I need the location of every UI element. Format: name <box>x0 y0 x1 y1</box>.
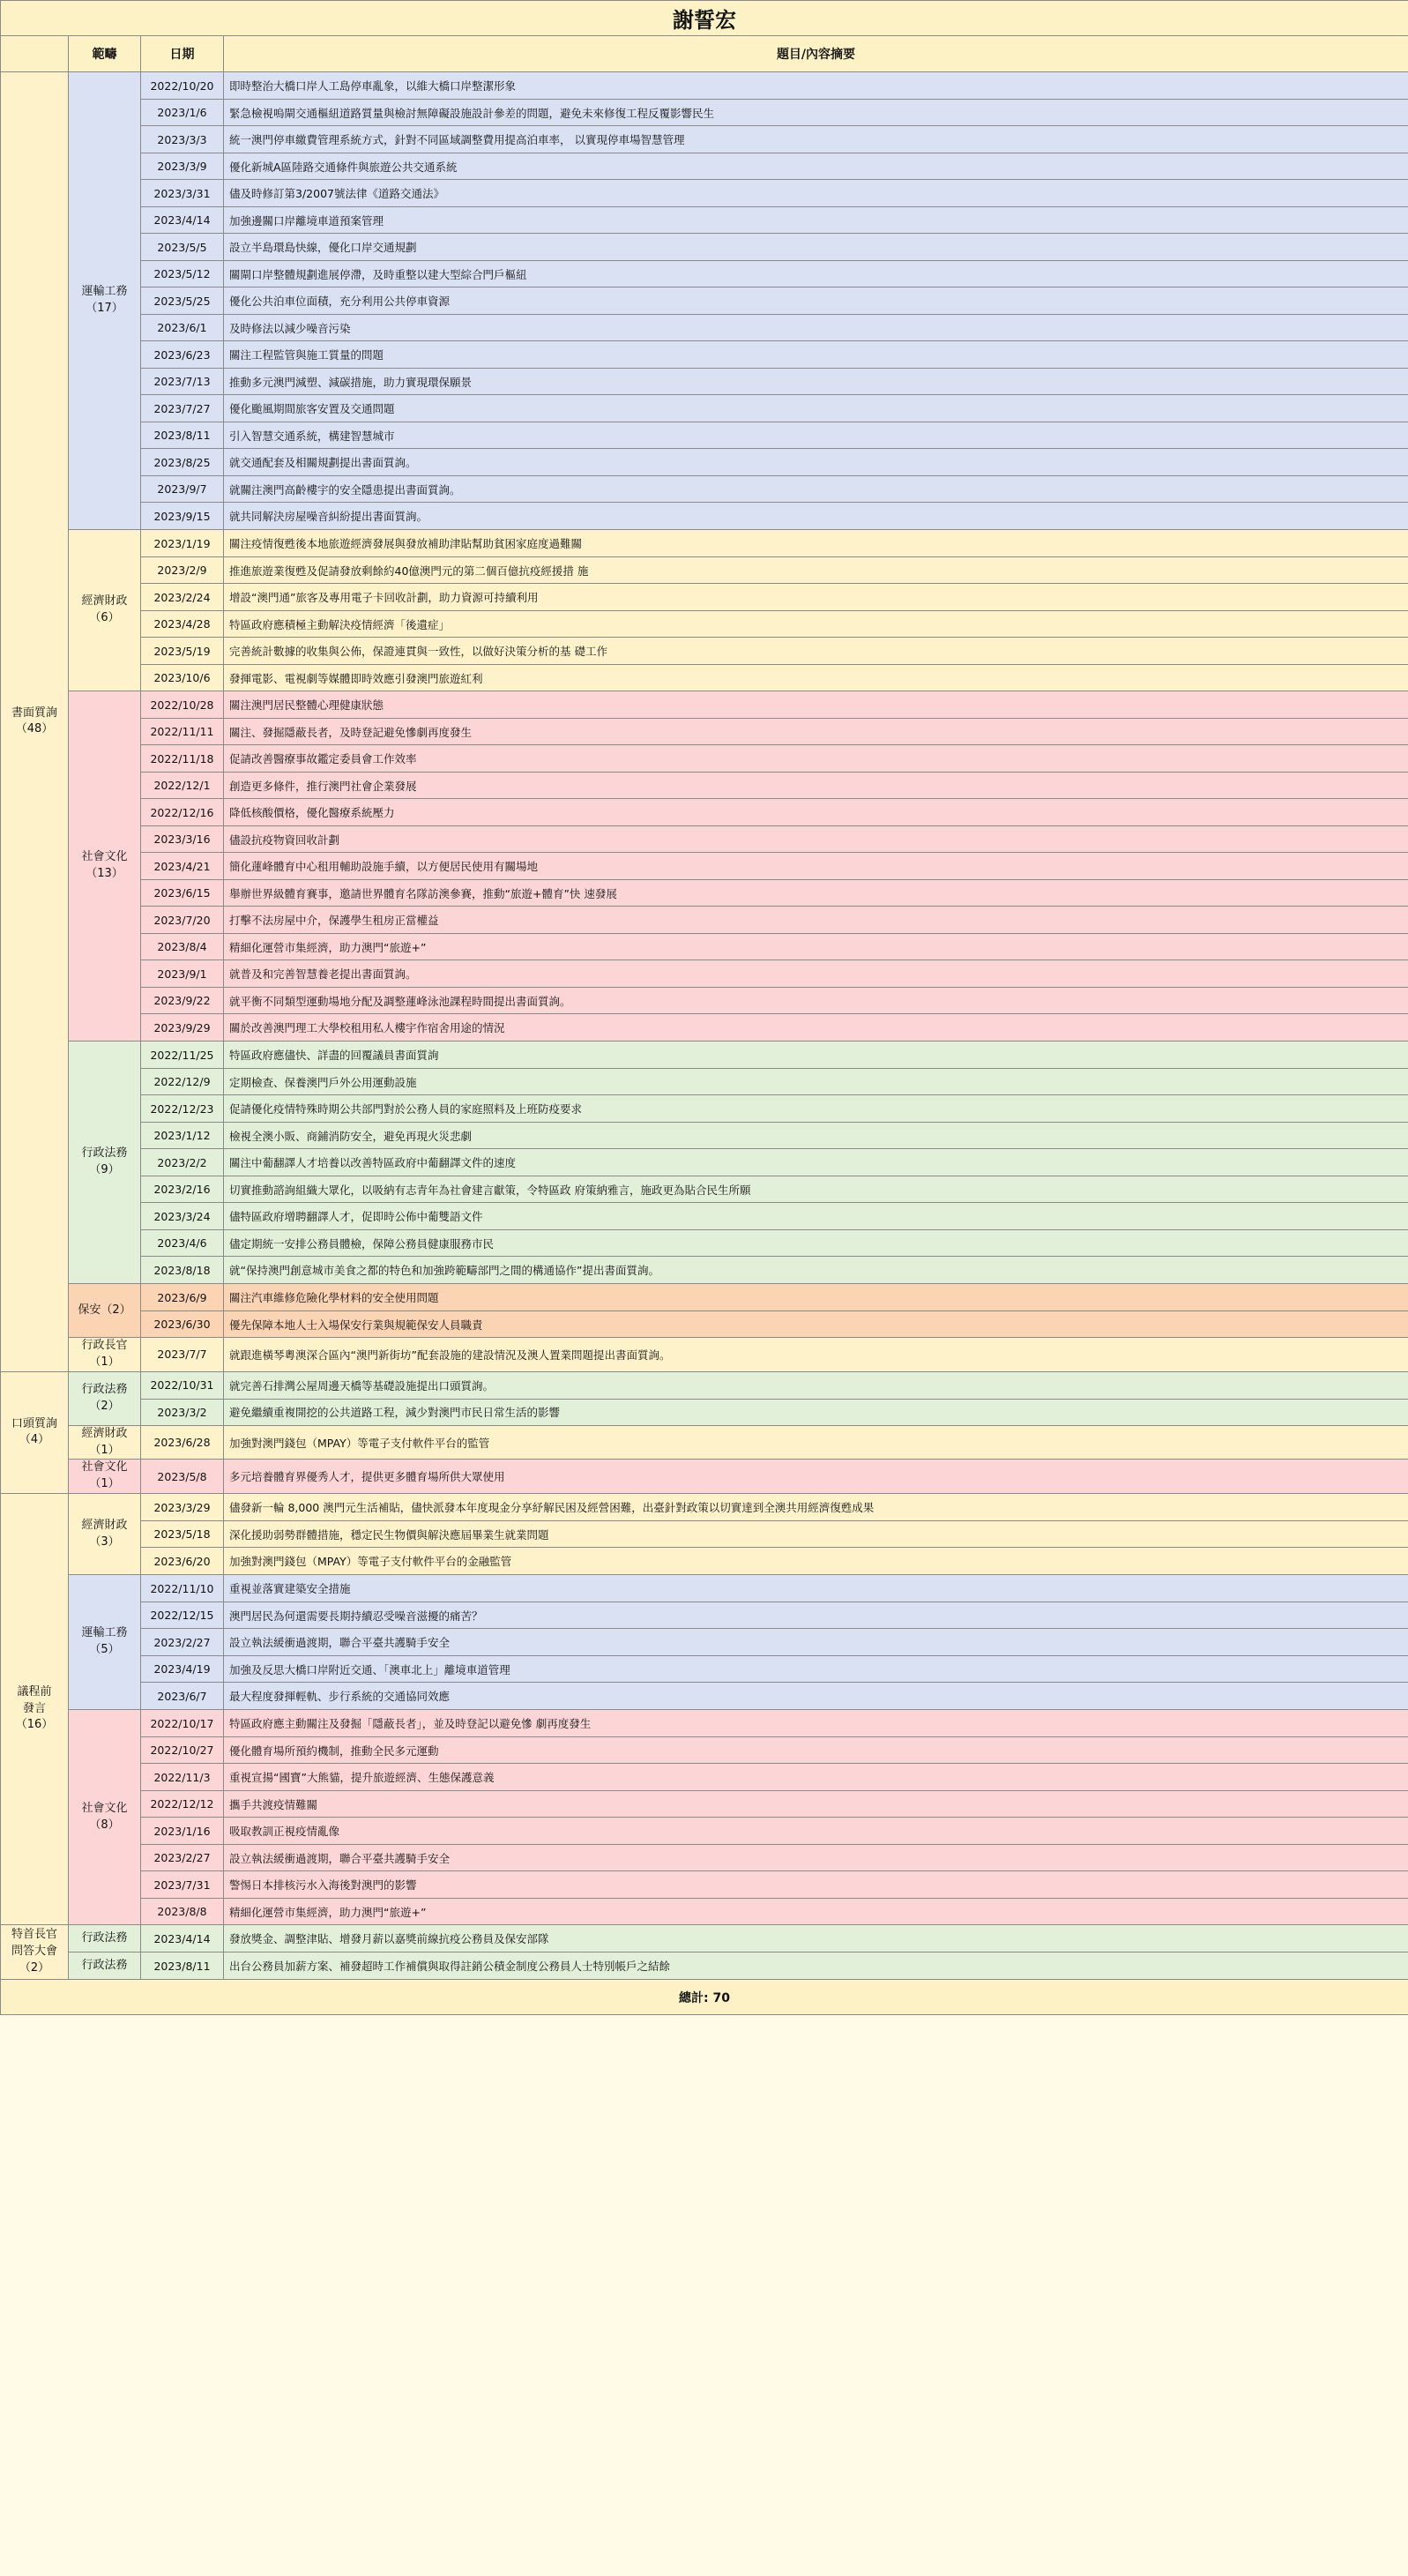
date-cell: 2022/11/3 <box>141 1764 224 1791</box>
date-cell: 2022/10/27 <box>141 1737 224 1764</box>
topic-cell: 儘特區政府增聘翻譯人才，促即時公佈中葡雙語文件 <box>224 1203 1408 1230</box>
table-row <box>1 1899 1408 1925</box>
date-cell: 2022/11/25 <box>141 1042 224 1069</box>
category-cell: 運輸工務 （5） <box>69 1575 141 1710</box>
date-cell: 2023/3/2 <box>141 1399 224 1425</box>
table-row <box>1 611 1408 638</box>
table-row <box>1 126 1408 153</box>
table-row <box>1 826 1408 853</box>
topic-cell: 加強對澳門錢包（MPAY）等電子支付軟件平台的監管 <box>224 1425 1408 1460</box>
date-cell: 2023/6/20 <box>141 1548 224 1575</box>
topic-cell: 優化颱風期間旅客安置及交通問題 <box>224 395 1408 422</box>
table-row <box>1 369 1408 395</box>
topic-cell: 出台公務員加薪方案、補發超時工作補償與取得註銷公積金制度公務員人士特別帳戶之結餘 <box>224 1953 1408 1980</box>
header-topic: 題目/內容摘要 <box>224 36 1408 72</box>
topic-cell: 儘設抗疫物資回收計劃 <box>224 826 1408 853</box>
table-row <box>1 180 1408 207</box>
topic-cell: 關注疫情復甦後本地旅遊經濟發展與發放補助津貼幫助貧困家庭度過難關 <box>224 530 1408 557</box>
topic-cell: 澳門居民為何還需要長期持續忍受噪音滋擾的痛苦？ <box>224 1602 1408 1629</box>
topic-cell: 關注、發掘隱蔽長者，及時登記避免慘劇再度發生 <box>224 719 1408 745</box>
table-row <box>1 1014 1408 1042</box>
topic-cell: 推進旅遊業復甦及促請發放剩餘約40億澳門元的第二個百億抗疫經援措 施 <box>224 557 1408 584</box>
table-row <box>1 1069 1408 1095</box>
category-cell: 行政法務 <box>69 1953 141 1980</box>
table-row <box>1 422 1408 449</box>
table-row <box>1 1257 1408 1284</box>
date-cell: 2023/8/25 <box>141 449 224 476</box>
table-row <box>1 1845 1408 1871</box>
table-row <box>1 530 1408 557</box>
topic-cell: 降低核酸價格，優化醫療系統壓力 <box>224 799 1408 826</box>
date-cell: 2023/8/8 <box>141 1899 224 1925</box>
topic-cell: 關注澳門居民整體心理健康狀態 <box>224 691 1408 719</box>
date-cell: 2023/6/15 <box>141 880 224 907</box>
table-row <box>1 584 1408 611</box>
topic-cell: 促請優化疫情特殊時期公共部門對於公務人員的家庭照料及上班防疫要求 <box>224 1095 1408 1123</box>
type-cell: 特首長官 問答大會 （2） <box>1 1925 69 1980</box>
topic-cell: 關於改善澳門理工大學校租用私人樓宇作宿舍用途的情況 <box>224 1014 1408 1042</box>
topic-cell: 簡化蓮峰體育中心租用輔助設施手續，以方便居民使用有關場地 <box>224 853 1408 880</box>
table-row <box>1 799 1408 826</box>
topic-cell: 舉辦世界級體育賽事，邀請世界體育名隊訪澳參賽，推動“旅遊+體育”快 速發展 <box>224 880 1408 907</box>
date-cell: 2023/3/3 <box>141 126 224 153</box>
date-cell: 2023/4/6 <box>141 1230 224 1257</box>
topic-cell: 加強對澳門錢包（MPAY）等電子支付軟件平台的金融監管 <box>224 1548 1408 1575</box>
table-row <box>1 395 1408 422</box>
date-cell: 2023/5/19 <box>141 638 224 665</box>
date-cell: 2023/5/25 <box>141 287 224 315</box>
topic-cell: 設立半島環島快線，優化口岸交通規劃 <box>224 234 1408 261</box>
date-cell: 2022/12/9 <box>141 1069 224 1095</box>
table-row <box>1 934 1408 960</box>
category-cell: 運輸工務 （17） <box>69 72 141 530</box>
table-row <box>1 773 1408 799</box>
date-cell: 2022/11/10 <box>141 1575 224 1602</box>
topic-cell: 優先保障本地人士入場保安行業與規範保安人員職責 <box>224 1311 1408 1338</box>
date-cell: 2023/4/14 <box>141 207 224 234</box>
date-cell: 2022/12/1 <box>141 773 224 799</box>
date-cell: 2023/7/20 <box>141 907 224 934</box>
table-row <box>1 476 1408 503</box>
category-cell: 行政法務 （9） <box>69 1042 141 1284</box>
date-cell: 2022/12/23 <box>141 1095 224 1123</box>
topic-cell: 設立執法緩衝過渡期，聯合平臺共護騎手安全 <box>224 1629 1408 1656</box>
topic-cell: 攜手共渡疫情難關 <box>224 1791 1408 1818</box>
table-row <box>1 1818 1408 1845</box>
date-cell: 2023/5/18 <box>141 1521 224 1548</box>
table-row <box>1 745 1408 773</box>
table-row <box>1 100 1408 126</box>
date-cell: 2023/4/21 <box>141 853 224 880</box>
category-cell: 行政法務 <box>69 1925 141 1953</box>
table-row <box>1 1095 1408 1123</box>
date-cell: 2022/12/15 <box>141 1602 224 1629</box>
table-body <box>1 72 1408 1980</box>
category-cell: 社會文化 （1） <box>69 1460 141 1494</box>
date-cell: 2023/9/22 <box>141 988 224 1014</box>
date-cell: 2023/1/16 <box>141 1818 224 1845</box>
table-row <box>1 1737 1408 1764</box>
topic-cell: 定期檢查、保養澳門戶外公用運動設施 <box>224 1069 1408 1095</box>
table-row <box>1 72 1408 100</box>
date-cell: 2022/12/12 <box>141 1791 224 1818</box>
topic-cell: 關閘口岸整體規劃進展停滯，及時重整以建大型綜合門戶樞紐 <box>224 261 1408 287</box>
table-row <box>1 234 1408 261</box>
table-row <box>1 1764 1408 1791</box>
table-row <box>1 1656 1408 1683</box>
date-cell: 2023/8/18 <box>141 1257 224 1284</box>
topic-cell: 完善統計數據的收集與公佈，保證連貫與一致性，以做好決策分析的基 礎工作 <box>224 638 1408 665</box>
date-cell: 2023/9/15 <box>141 503 224 530</box>
table-row <box>1 1791 1408 1818</box>
table-row <box>1 988 1408 1014</box>
topic-cell: 優化體育場所預約機制，推動全民多元運動 <box>224 1737 1408 1764</box>
topic-cell: 特區政府應主動關注及發掘「隱蔽長者」，並及時登記以避免慘 劇再度發生 <box>224 1710 1408 1737</box>
date-cell: 2023/1/6 <box>141 100 224 126</box>
date-cell: 2023/6/1 <box>141 315 224 341</box>
date-cell: 2023/2/27 <box>141 1845 224 1871</box>
table-row <box>1 691 1408 719</box>
date-cell: 2023/3/31 <box>141 180 224 207</box>
category-cell: 社會文化 （13） <box>69 691 141 1042</box>
topic-cell: 檢視全澳小販、商鋪消防安全，避免再現火災悲劇 <box>224 1123 1408 1149</box>
date-cell: 2022/10/20 <box>141 72 224 100</box>
date-cell: 2023/6/7 <box>141 1683 224 1710</box>
table-row <box>1 853 1408 880</box>
table-row <box>1 1338 1408 1372</box>
category-cell: 保安（2） <box>69 1284 141 1338</box>
table-row <box>1 315 1408 341</box>
topic-cell: 即時整治大橋口岸人工島停車亂象，以維大橋口岸整潔形象 <box>224 72 1408 100</box>
topic-cell: 最大程度發揮輕軌、步行系統的交通協同效應 <box>224 1683 1408 1710</box>
date-cell: 2023/6/30 <box>141 1311 224 1338</box>
table-row <box>1 1548 1408 1575</box>
table-row <box>1 153 1408 180</box>
topic-cell: 深化援助弱勢群體措施，穩定民生物價與解決應屆畢業生就業問題 <box>224 1521 1408 1548</box>
date-cell: 2022/10/28 <box>141 691 224 719</box>
date-cell: 2023/8/11 <box>141 1953 224 1980</box>
date-cell: 2022/11/11 <box>141 719 224 745</box>
topic-cell: 創造更多條件，推行澳門社會企業發展 <box>224 773 1408 799</box>
date-cell: 2023/7/13 <box>141 369 224 395</box>
topic-cell: 精細化運營市集經濟，助力澳門“旅遊+” <box>224 1899 1408 1925</box>
topic-cell: 多元培養體育界優秀人才，提供更多體育場所供大眾使用 <box>224 1460 1408 1494</box>
topic-cell: 吸取教訓正視疫情亂像 <box>224 1818 1408 1845</box>
category-cell: 經濟財政 （3） <box>69 1494 141 1575</box>
topic-cell: 加強及反思大橋口岸附近交通、「澳車北上」離境車道管理 <box>224 1656 1408 1683</box>
topic-cell: 推動多元澳門減塑、減碳措施，助力實現環保願景 <box>224 369 1408 395</box>
table-row <box>1 1230 1408 1257</box>
date-cell: 2022/11/18 <box>141 745 224 773</box>
date-cell: 2023/10/6 <box>141 665 224 691</box>
topic-cell: 設立執法緩衝過渡期，聯合平臺共護騎手安全 <box>224 1845 1408 1871</box>
table-row <box>1 880 1408 907</box>
category-cell: 社會文化 （8） <box>69 1710 141 1925</box>
topic-cell: 就關注澳門高齡樓宇的安全隱患提出書面質詢。 <box>224 476 1408 503</box>
topic-cell: 加強邊關口岸離境車道預案管理 <box>224 207 1408 234</box>
topic-cell: 發放獎金、調整津貼、增發月薪以嘉獎前線抗疫公務員及保安部隊 <box>224 1925 1408 1953</box>
topic-cell: 及時修法以減少噪音污染 <box>224 315 1408 341</box>
table-row <box>1 1371 1408 1399</box>
topic-cell: 增設“澳門通”旅客及專用電子卡回收計劃，助力資源可持續利用 <box>224 584 1408 611</box>
table-row <box>1 1425 1408 1460</box>
table-row <box>1 1629 1408 1656</box>
table-row <box>1 287 1408 315</box>
category-cell: 經濟財政 （1） <box>69 1425 141 1460</box>
topic-cell: 儘及時修訂第3/2007號法律《道路交通法》 <box>224 180 1408 207</box>
topic-cell: 特區政府應儘快、詳盡的回覆議員書面質詢 <box>224 1042 1408 1069</box>
date-cell: 2023/1/19 <box>141 530 224 557</box>
topic-cell: 精細化運營市集經濟，助力澳門“旅遊+” <box>224 934 1408 960</box>
type-cell: 議程前 發言 （16） <box>1 1494 69 1925</box>
date-cell: 2023/2/24 <box>141 584 224 611</box>
table-row <box>1 638 1408 665</box>
table-row <box>1 665 1408 691</box>
category-cell: 行政法務 （2） <box>69 1371 141 1425</box>
table-row <box>1 341 1408 369</box>
table-row <box>1 1953 1408 1980</box>
topic-cell: 重視並落實建築安全措施 <box>224 1575 1408 1602</box>
topic-cell: 儘定期統一安排公務員體檢，保障公務員健康服務市民 <box>224 1230 1408 1257</box>
type-cell: 口頭質詢 （4） <box>1 1371 69 1493</box>
table-row <box>1 1311 1408 1338</box>
date-cell: 2023/9/1 <box>141 960 224 988</box>
date-cell: 2023/7/31 <box>141 1871 224 1899</box>
topic-cell: 就跟進橫琴粵澳深合區內“澳門新街坊”配套設施的建設情況及澳人置業問題提出書面質詢。 <box>224 1338 1408 1372</box>
table-row <box>1 1575 1408 1602</box>
topic-cell: 關注工程監管與施工質量的問題 <box>224 341 1408 369</box>
topic-cell: 促請改善醫療事故鑑定委員會工作效率 <box>224 745 1408 773</box>
table-row <box>1 503 1408 530</box>
date-cell: 2023/6/9 <box>141 1284 224 1311</box>
table-row <box>1 1460 1408 1494</box>
date-cell: 2023/4/28 <box>141 611 224 638</box>
header-date: 日期 <box>141 36 224 72</box>
table-row <box>1 907 1408 934</box>
date-cell: 2023/2/27 <box>141 1629 224 1656</box>
topic-cell: 就共同解決房屋噪音糾紛提出書面質詢。 <box>224 503 1408 530</box>
topic-cell: 切實推動諮詢組織大眾化，以吸納有志青年為社會建言獻策，令特區政 府策納雅言，施政更為貼合民生所願 <box>224 1176 1408 1203</box>
topic-cell: 就平衡不同類型運動場地分配及調整蓮峰泳池課程時間提出書面質詢。 <box>224 988 1408 1014</box>
table-row <box>1 1871 1408 1899</box>
table-row <box>1 1123 1408 1149</box>
topic-cell: 發揮電影、電視劇等媒體即時效應引發澳門旅遊紅利 <box>224 665 1408 691</box>
date-cell: 2023/8/4 <box>141 934 224 960</box>
table-row <box>1 960 1408 988</box>
date-cell: 2023/3/24 <box>141 1203 224 1230</box>
topic-cell: 關注中葡翻譯人才培養以改善特區政府中葡翻譯文件的速度 <box>224 1149 1408 1176</box>
table-row <box>1 557 1408 584</box>
date-cell: 2023/2/16 <box>141 1176 224 1203</box>
date-cell: 2023/3/9 <box>141 153 224 180</box>
date-cell: 2023/5/8 <box>141 1460 224 1494</box>
topic-cell: 優化新城A區陸路交通條件與旅遊公共交通系統 <box>224 153 1408 180</box>
category-cell: 行政長官 （1） <box>69 1338 141 1372</box>
table-row <box>1 1602 1408 1629</box>
table-row <box>1 1494 1408 1521</box>
date-cell: 2023/7/27 <box>141 395 224 422</box>
date-cell: 2023/3/29 <box>141 1494 224 1521</box>
topic-cell: 就完善石排灣公屋周邊天橋等基礎設施提出口頭質詢。 <box>224 1371 1408 1399</box>
date-cell: 2023/6/28 <box>141 1425 224 1460</box>
topic-cell: 特區政府應積極主動解決疫情經濟「後遺症」 <box>224 611 1408 638</box>
topic-cell: 就交通配套及相關規劃提出書面質詢。 <box>224 449 1408 476</box>
topic-cell: 就普及和完善智慧養老提出書面質詢。 <box>224 960 1408 988</box>
date-cell: 2023/3/16 <box>141 826 224 853</box>
date-cell: 2023/2/9 <box>141 557 224 584</box>
table-row <box>1 1149 1408 1176</box>
date-cell: 2023/8/11 <box>141 422 224 449</box>
date-cell: 2022/10/31 <box>141 1371 224 1399</box>
table-row <box>1 449 1408 476</box>
date-cell: 2022/12/16 <box>141 799 224 826</box>
date-cell: 2022/10/17 <box>141 1710 224 1737</box>
category-cell: 經濟財政 （6） <box>69 530 141 691</box>
topic-cell: 緊急檢視嗚閘交通樞紐道路質量與檢討無障礙設施設計參差的問題，避免未來修復工程反覆影響民生 <box>224 100 1408 126</box>
table-row <box>1 719 1408 745</box>
header-category: 範疇 <box>69 36 141 72</box>
table-row <box>1 1925 1408 1953</box>
table-row <box>1 1710 1408 1737</box>
date-cell: 2023/7/7 <box>141 1338 224 1372</box>
table-row <box>1 207 1408 234</box>
total-count: 總計: 70 <box>1 1980 1408 2015</box>
table-row <box>1 261 1408 287</box>
date-cell: 2023/9/7 <box>141 476 224 503</box>
date-cell: 2023/6/23 <box>141 341 224 369</box>
date-cell: 2023/4/19 <box>141 1656 224 1683</box>
table-row <box>1 1521 1408 1548</box>
topic-cell: 警惕日本排核污水入海後對澳門的影響 <box>224 1871 1408 1899</box>
page-title: 謝誓宏 <box>1 1 1408 36</box>
date-cell: 2023/5/12 <box>141 261 224 287</box>
topic-cell: 重視宣揚“國寶”大熊貓，提升旅遊經濟、生態保護意義 <box>224 1764 1408 1791</box>
date-cell: 2023/4/14 <box>141 1925 224 1953</box>
topic-cell: 避免繼續重複開挖的公共道路工程，減少對澳門市民日常生活的影響 <box>224 1399 1408 1425</box>
topic-cell: 儘發新一輪 8,000 澳門元生活補貼，儘快派發本年度現金分享紓解民困及經營困難，出臺針對政策以切實達到全澳共用經濟復甦成果 <box>224 1494 1408 1521</box>
table-row <box>1 1203 1408 1230</box>
type-cell: 書面質詢 （48） <box>1 72 69 1372</box>
date-cell: 2023/1/12 <box>141 1123 224 1149</box>
header-type <box>1 36 69 72</box>
topic-cell: 引入智慧交通系統，構建智慧城市 <box>224 422 1408 449</box>
table-row <box>1 1176 1408 1203</box>
table-row <box>1 1284 1408 1311</box>
table-row <box>1 1399 1408 1425</box>
topic-cell: 優化公共泊車位面積，充分利用公共停車資源 <box>224 287 1408 315</box>
topic-cell: 打擊不法房屋中介，保護學生租房正當權益 <box>224 907 1408 934</box>
table-row <box>1 1042 1408 1069</box>
topic-cell: 統一澳門停車繳費管理系統方式，針對不同區域調整費用提高泊車率， 以實現停車場智慧管理 <box>224 126 1408 153</box>
topic-cell: 關注汽車維修危險化學材料的安全使用問題 <box>224 1284 1408 1311</box>
topic-cell: 就“保持澳門創意城市美食之都的特色和加強跨範疇部門之間的構通協作”提出書面質詢。 <box>224 1257 1408 1284</box>
date-cell: 2023/2/2 <box>141 1149 224 1176</box>
table-row <box>1 1683 1408 1710</box>
date-cell: 2023/5/5 <box>141 234 224 261</box>
date-cell: 2023/9/29 <box>141 1014 224 1042</box>
